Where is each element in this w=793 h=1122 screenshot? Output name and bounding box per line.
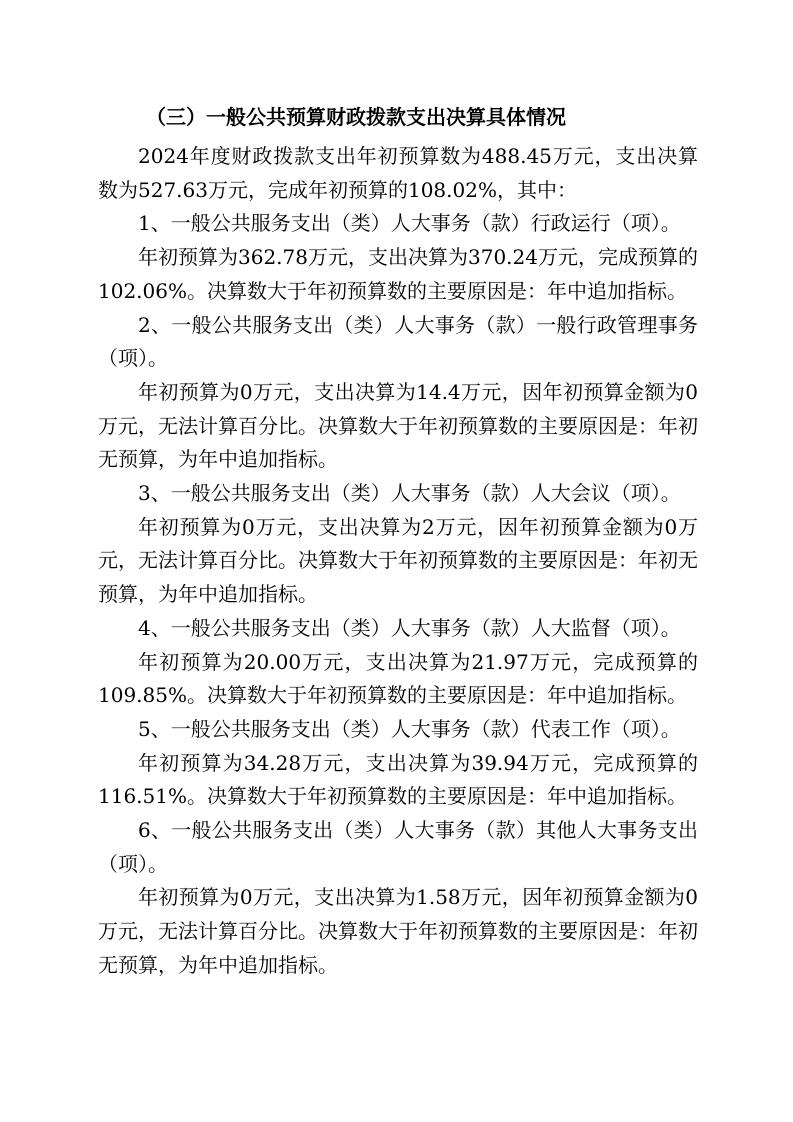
paragraph-item-2-detail: 年初预算为0万元，支出决算为14.4万元，因年初预算金额为0万元，无法计算百分比。决算数大于年初预算数的主要原因是：年初无预算，为年中追加指标。 bbox=[98, 379, 698, 472]
paragraph-summary: 2024年度财政拨款支出年初预算数为488.45万元，支出决算数为527.63万元，完成年初预算的108.02%，其中： bbox=[98, 144, 698, 202]
paragraph-item-3-detail: 年初预算为0万元，支出决算为2万元，因年初预算金额为0万元，无法计算百分比。决算数大于年初预算数的主要原因是：年初无预算，为年中追加指标。 bbox=[98, 514, 698, 607]
paragraph-item-1-detail: 年初预算为362.78万元，支出决算为370.24万元，完成预算的102.06%。决算数大于年初预算数的主要原因是：年中追加指标。 bbox=[98, 245, 698, 303]
paragraph-item-3-title: 3、一般公共服务支出（类）人大事务（款）人大会议（项）。 bbox=[138, 481, 681, 506]
paragraph-item-6-detail: 年初预算为0万元，支出决算为1.58万元，因年初预算金额为0万元，无法计算百分比。决算数大于年初预算数的主要原因是：年初无预算，为年中追加指标。 bbox=[98, 885, 698, 977]
paragraph-item-5-title: 5、一般公共服务支出（类）人大事务（款）代表工作（项）。 bbox=[138, 716, 681, 741]
paragraph-item-4-detail: 年初预算为20.00万元，支出决算为21.97万元，完成预算的109.85%。决算数大于年初预算数的主要原因是：年中追加指标。 bbox=[98, 649, 698, 708]
paragraph-item-2-title: 2、一般公共服务支出（类）人大事务（款）一般行政管理事务（项）。 bbox=[98, 312, 698, 371]
paragraph-item-5-detail: 年初预算为34.28万元，支出决算为39.94万元，完成预算的116.51%。决算数大于年初预算数的主要原因是：年中追加指标。 bbox=[98, 750, 698, 809]
paragraph-item-4-title: 4、一般公共服务支出（类）人大事务（款）人大监督（项）。 bbox=[138, 615, 681, 640]
document-body bbox=[98, 140, 698, 983]
paragraph-item-6-title: 6、一般公共服务支出（类）人大事务（款）其他人大事务支出（项）。 bbox=[98, 818, 698, 876]
section-heading: （三）一般公共预算财政拨款支出决算具体情况 bbox=[146, 105, 566, 129]
paragraph-item-1-title: 1、一般公共服务支出（类）人大事务（款）行政运行（项）。 bbox=[138, 211, 681, 236]
